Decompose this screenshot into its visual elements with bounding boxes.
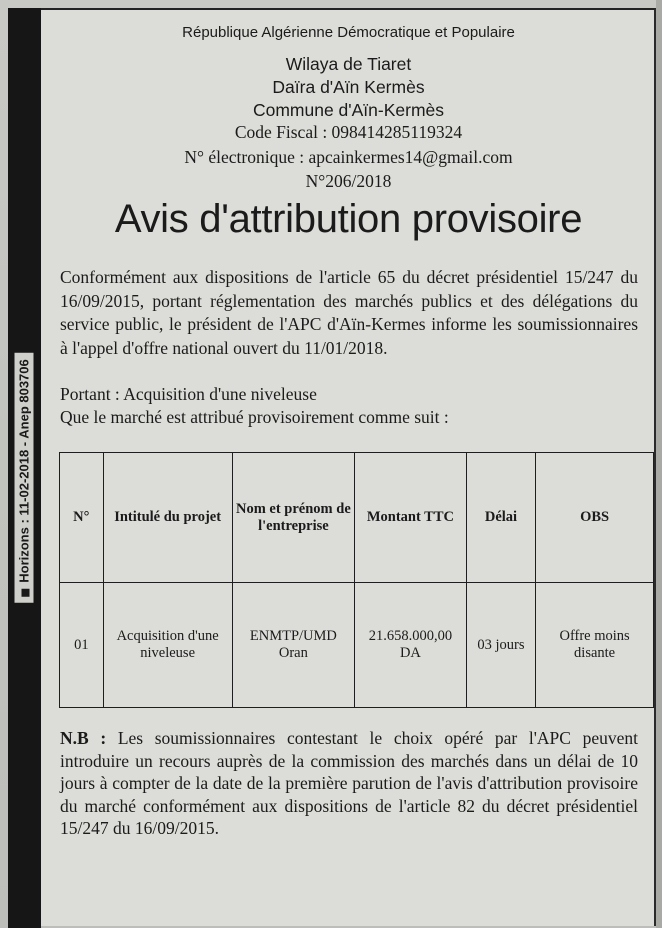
- header-cell-amount: Montant TTC: [355, 453, 467, 583]
- cell-obs: Offre moins disante: [536, 583, 654, 708]
- reference-number: N°206/2018: [305, 171, 392, 191]
- attribution-line: Que le marché est attribué provisoirement comme suit :: [60, 407, 449, 427]
- nb-note: [60, 727, 638, 840]
- square-bullet-icon: [21, 589, 29, 597]
- wilaya-line: Wilaya de Tiaret: [285, 54, 412, 74]
- daira-line: Daïra d'Aïn Kermès: [272, 77, 425, 97]
- header-cell-obs: OBS: [536, 453, 654, 583]
- intro-paragraph: Conformément aux dispositions de l'article 65 du décret présidentiel 15/247 du 16/09/2015, portant réglementation des marchés publics et des délégations du service public, le président de l'APC d'Aïn-Kermes informe les soumissionnaires à l'appel d'offre national ouvert du 11/01/2018.: [60, 267, 638, 358]
- cell-amount: 21.658.000,00 DA: [355, 583, 467, 708]
- code-fiscal-line: Code Fiscal : 098414285119324: [234, 122, 463, 142]
- table-row: [60, 583, 654, 708]
- portant-line: Portant : Acquisition d'une niveleuse: [60, 384, 317, 404]
- email-line: N° électronique : apcainkermes14@gmail.com: [184, 147, 513, 167]
- nb-text: Les soumissionnaires contestant le choix opéré par l'APC peuvent introduire un recours auprès de la commission des marchés dans un délai de 10 jours à compter de la date de la première parution de l'avis d'attribution provisoire du marché conformément aux dispositions de l'article 82 du décret présidentiel 15/247 du 16/09/2015.: [60, 728, 638, 838]
- vertical-credit-line: [15, 353, 34, 603]
- cell-number: 01: [60, 583, 104, 708]
- right-page-edge: [656, 0, 662, 928]
- nb-label: N.B :: [60, 728, 107, 748]
- notice-title: Avis d'attribution provisoire: [114, 197, 583, 241]
- table-header-row: [60, 453, 654, 583]
- republic-header: République Algérienne Démocratique et Populaire: [182, 24, 515, 41]
- attribution-table: [59, 452, 654, 708]
- credit-text: Horizons : 11-02-2018 - Anep 803706: [16, 359, 32, 583]
- commune-line: Commune d'Aïn-Kermès: [252, 100, 445, 120]
- header-cell-delay: Délai: [466, 453, 535, 583]
- header-cell-company: Nom et prénom de l'entreprise: [232, 453, 354, 583]
- header-cell-number: N°: [60, 453, 104, 583]
- cell-company: ENMTP/UMD Oran: [232, 583, 354, 708]
- cell-project: Acquisition d'une niveleuse: [103, 583, 232, 708]
- header-cell-project: Intitulé du projet: [103, 453, 232, 583]
- notice-panel: [41, 8, 656, 926]
- cell-delay: 03 jours: [466, 583, 535, 708]
